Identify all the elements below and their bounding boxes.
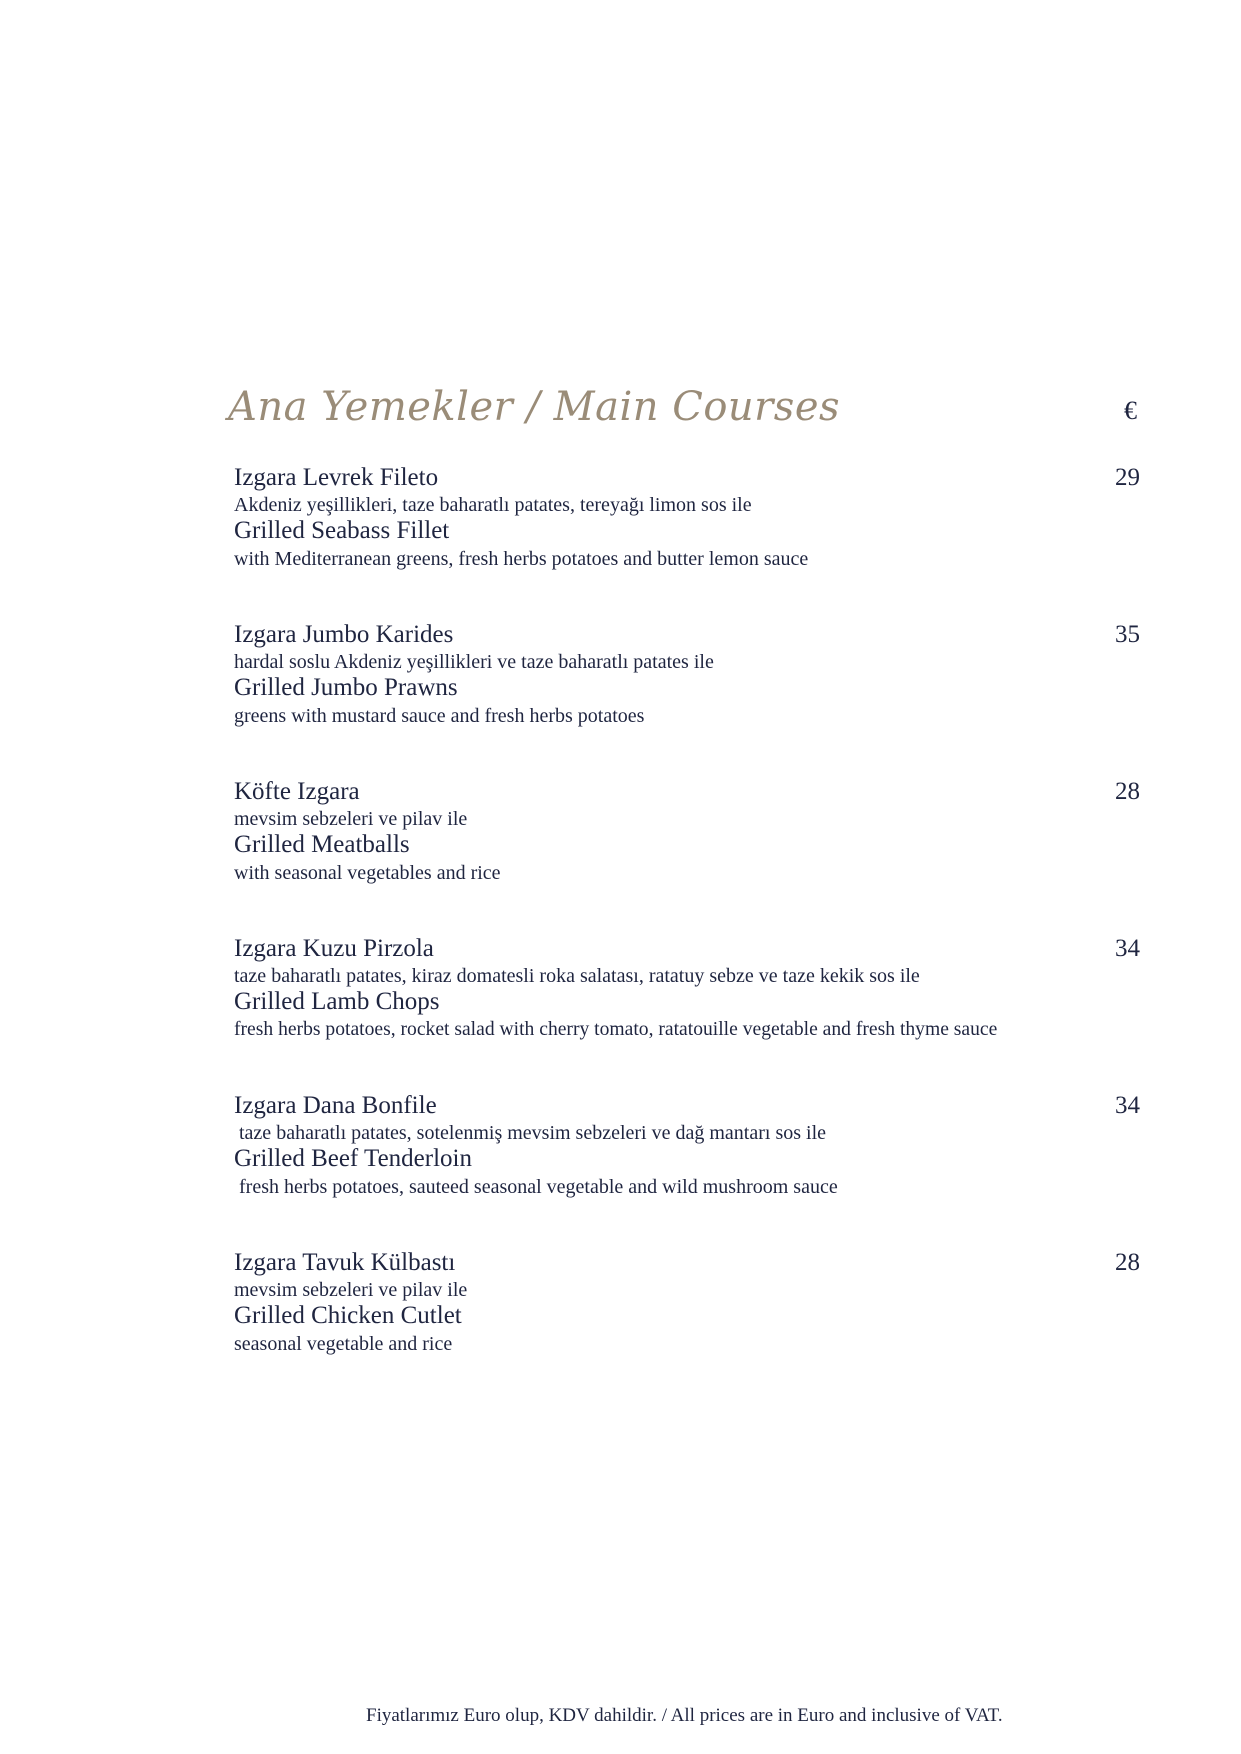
menu-item xyxy=(234,934,1140,1064)
item-description-en: fresh herbs potatoes, sauteed seasonal vegetable and wild mushroom sauce xyxy=(239,1176,838,1198)
menu-item xyxy=(234,463,1140,593)
currency-header: € xyxy=(1124,396,1137,425)
menu-item xyxy=(234,1248,1140,1378)
item-price: 34 xyxy=(1115,935,1140,962)
item-description-en: seasonal vegetable and rice xyxy=(234,1333,453,1355)
item-price: 28 xyxy=(1115,778,1140,805)
item-description-tr: taze baharatlı patates, kiraz domatesli roka salatası, ratatuy sebze ve taze kekik sos ile xyxy=(234,965,920,987)
menu-item xyxy=(234,1091,1140,1221)
item-name-tr: Izgara Jumbo Karides xyxy=(234,621,454,648)
page-title: Ana Yemekler / Main Courses xyxy=(228,384,841,430)
item-name-tr: Köfte Izgara xyxy=(234,778,360,805)
item-description-en: fresh herbs potatoes, rocket salad with cherry tomato, ratatouille vegetable and fresh thyme sauce xyxy=(234,1019,998,1040)
item-name-en: Grilled Jumbo Prawns xyxy=(234,674,458,701)
menu-item xyxy=(234,620,1140,750)
menu-item xyxy=(234,777,1140,907)
item-name-tr: Izgara Levrek Fileto xyxy=(234,464,439,491)
item-name-tr: Izgara Tavuk Külbastı xyxy=(234,1249,456,1276)
item-description-en: with Mediterranean greens, fresh herbs potatoes and butter lemon sauce xyxy=(234,548,809,570)
footer-price-note: Fiyatlarımız Euro olup, KDV dahildir. / All prices are in Euro and inclusive of VAT. xyxy=(366,1705,1003,1726)
item-name-tr: Izgara Kuzu Pirzola xyxy=(234,935,434,962)
item-price: 28 xyxy=(1115,1249,1140,1276)
item-name-tr: Izgara Dana Bonfile xyxy=(234,1092,437,1119)
item-description-tr: mevsim sebzeleri ve pilav ile xyxy=(234,1279,468,1301)
item-name-en: Grilled Seabass Fillet xyxy=(234,517,450,544)
item-price: 34 xyxy=(1115,1092,1140,1119)
item-description-en: with seasonal vegetables and rice xyxy=(234,862,501,884)
item-price: 35 xyxy=(1115,621,1140,648)
item-description-tr: Akdeniz yeşillikleri, taze baharatlı patates, tereyağı limon sos ile xyxy=(234,494,752,516)
item-description-tr: hardal soslu Akdeniz yeşillikleri ve taze baharatlı patates ile xyxy=(234,651,714,673)
item-description-tr: mevsim sebzeleri ve pilav ile xyxy=(234,808,468,830)
item-description-tr: taze baharatlı patates, sotelenmiş mevsim sebzeleri ve dağ mantarı sos ile xyxy=(239,1122,827,1144)
item-name-en: Grilled Meatballs xyxy=(234,831,410,858)
item-description-en: greens with mustard sauce and fresh herbs potatoes xyxy=(234,705,645,727)
item-name-en: Grilled Chicken Cutlet xyxy=(234,1302,462,1329)
item-name-en: Grilled Beef Tenderloin xyxy=(234,1145,472,1172)
item-price: 29 xyxy=(1115,464,1140,491)
item-name-en: Grilled Lamb Chops xyxy=(234,988,440,1015)
